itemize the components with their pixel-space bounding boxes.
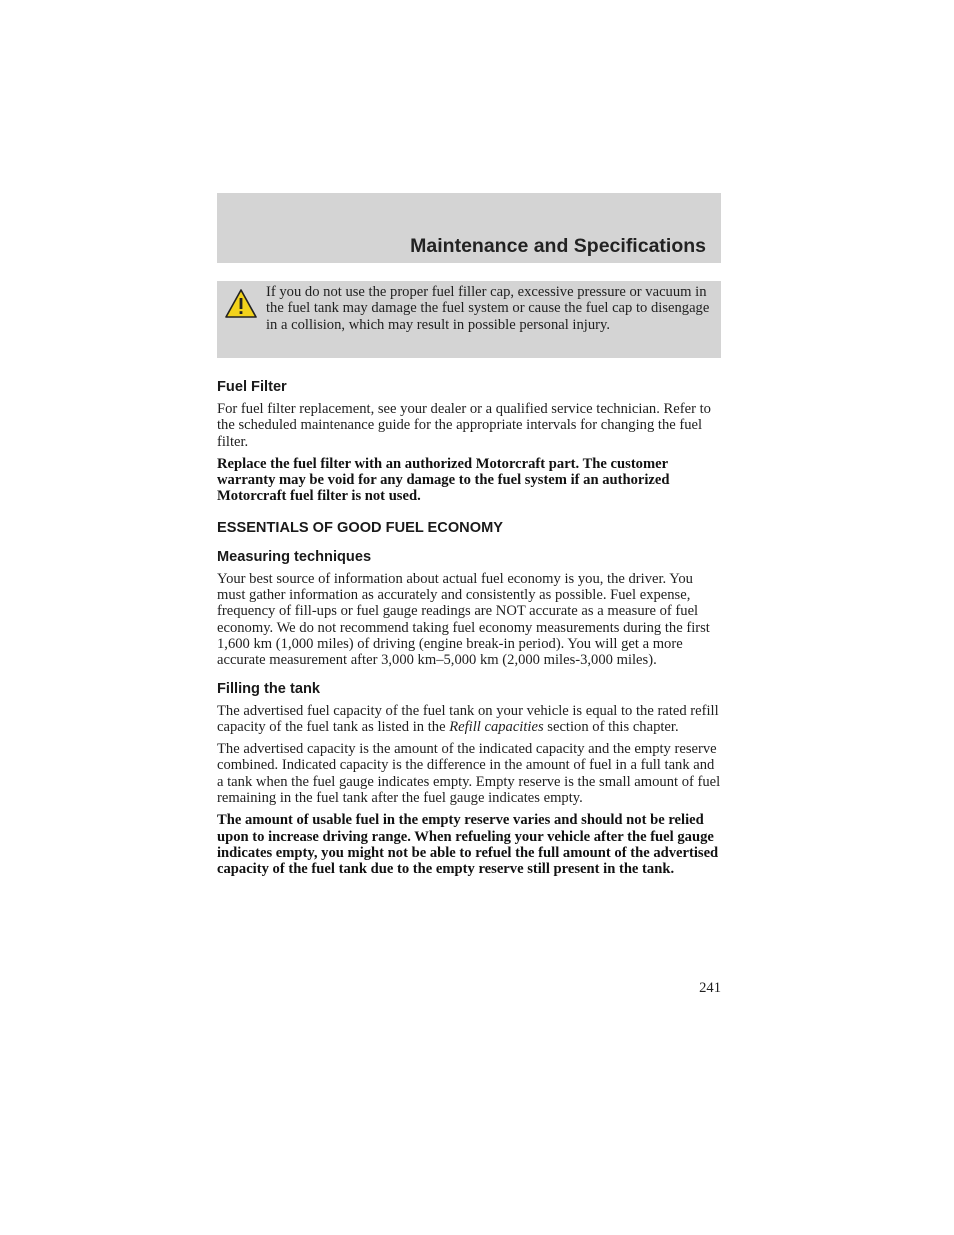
filling-paragraph-2: The advertised capacity is the amount of the indicated capacity and the empty reserve combined. Indicated capacity is the difference in the amount of fuel in a full tank and a tank when the fuel gauge indicates empty. Empty reserve is the small amount of fuel remaining in the fuel tank after the fuel gauge indicates empty. xyxy=(217,741,721,807)
filling-heading: Filling the tank xyxy=(217,680,320,697)
filling-paragraph-1 xyxy=(217,703,723,736)
essentials-heading: ESSENTIALS OF GOOD FUEL ECONOMY xyxy=(217,519,503,536)
fuel-filter-warning-paragraph: Replace the fuel filter with an authorized Motorcraft part. The customer warranty may be void for any damage to the fuel system if an authorized Motorcraft fuel filter is not used. xyxy=(217,455,670,505)
filling-paragraph-1-start: The advertised fuel capacity of the fuel tank on your vehicle is equal to the rated refill capacity of the fuel tank as listed in the xyxy=(217,702,719,735)
filling-paragraph-1-end: section of this chapter. xyxy=(543,718,679,735)
warning-box xyxy=(217,281,721,358)
section-title: Maintenance and Specifications xyxy=(410,235,706,257)
fuel-filter-heading: Fuel Filter xyxy=(217,379,287,395)
section-header-bar xyxy=(217,193,721,263)
measuring-heading: Measuring techniques xyxy=(217,548,372,565)
fuel-filter-paragraph: For fuel filter replacement, see your dealer or a qualified service technician. Refer to the scheduled maintenance guide for the appropriate intervals for changing the fuel filter. xyxy=(217,401,711,450)
main-content xyxy=(217,378,723,884)
warning-triangle-icon xyxy=(224,287,258,321)
refill-capacities-reference: Refill capacities xyxy=(449,718,544,735)
filling-warning-paragraph: The amount of usable fuel in the empty reserve varies and should not be relied upon to increase driving range. When refueling your vehicle after the fuel gauge indicates empty, you might not be able to refuel the full amount of the advertised capacity of the fuel tank due to the empty reserve still present in the tank. xyxy=(217,812,719,878)
measuring-paragraph: Your best source of information about actual fuel economy is you, the driver. You must gather information as accurately and consistently as possible. Fuel expense, frequency of fill-ups or fuel gauge readings are NOT accurate as a measure of fuel economy. We do not recommend taking fuel economy measurements during the first 1,600 km (1,000 miles) of driving (engine break-in period). You will get a more accurate measurement after 3,000 km–5,000 km (2,000 miles-3,000 miles). xyxy=(217,570,710,669)
page-number: 241 xyxy=(699,980,721,996)
warning-text: If you do not use the proper fuel filler cap, excessive pressure or vacuum in the fuel tank may damage the fuel system or cause the fuel cap to disengage in a collision, which may result in possible personal injury. xyxy=(266,284,710,333)
